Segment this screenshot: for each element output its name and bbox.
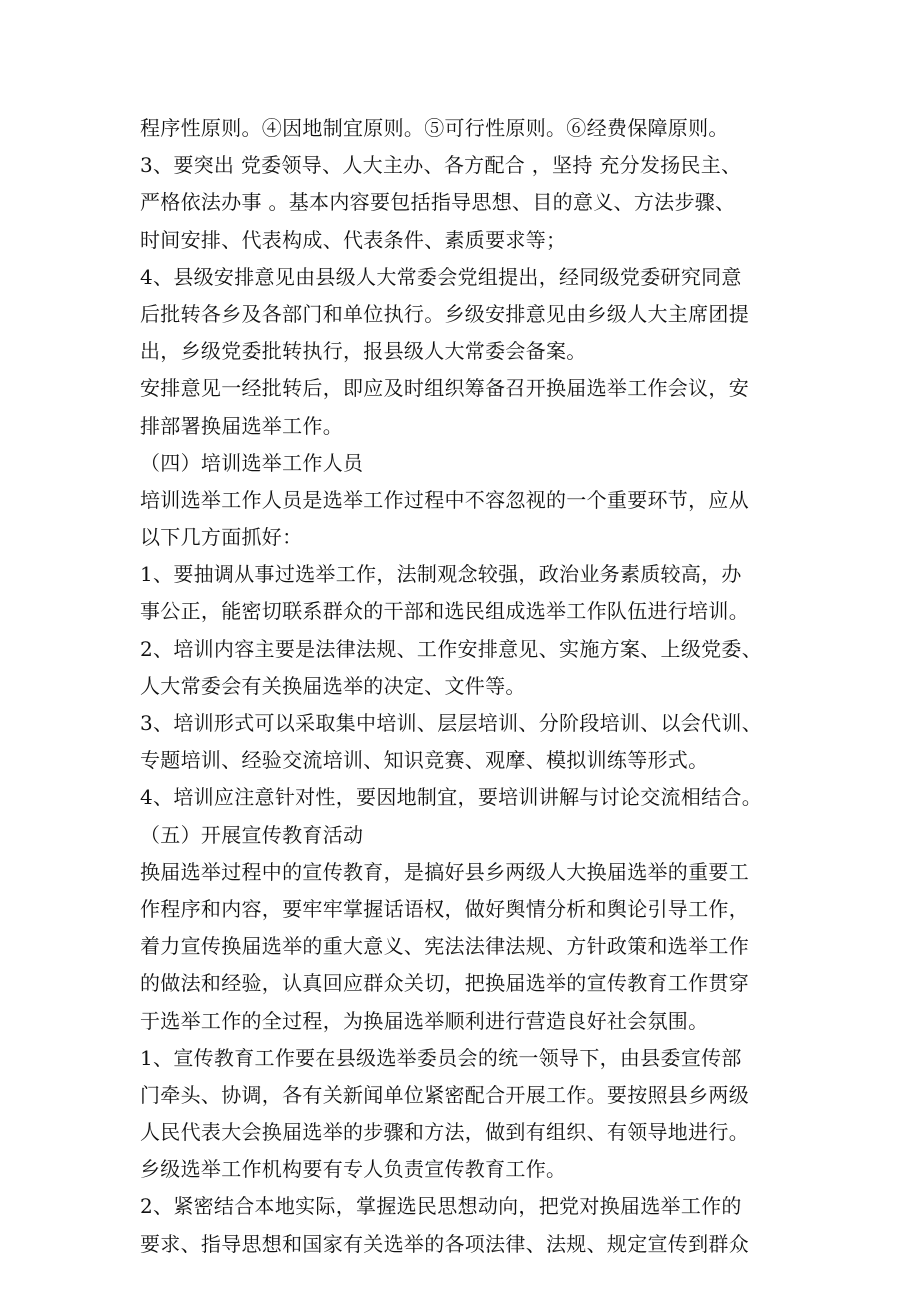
text-line: 换届选举过程中的宣传教育，是搞好县乡两级人大换届选举的重要工 bbox=[140, 859, 749, 884]
text-line: 排部署换届选举工作。 bbox=[140, 413, 343, 438]
text-line: 事公正，能密切联系群众的干部和选民组成选举工作队伍进行培训。 bbox=[140, 599, 749, 624]
text-line: 2、培训内容主要是法律法规、工作安排意见、实施方案、上级党委、 bbox=[140, 636, 763, 661]
text-line: 要求、指导思想和国家有关选举的各项法律、法规、规定宣传到群众 bbox=[140, 1231, 749, 1256]
text-line: 3、要突出 党委领导、人大主办、各方配合 ，坚持 充分发扬民主、 bbox=[140, 153, 742, 178]
text-line: 4、培训应注意针对性，要因地制宜，要培训讲解与讨论交流相结合。 bbox=[140, 785, 763, 810]
text-line: 的做法和经验，认真回应群众关切，把换届选举的宣传教育工作贯穿 bbox=[140, 971, 749, 996]
section-heading: （五）开展宣传教育活动 bbox=[140, 822, 364, 847]
text-line: 专题培训、经验交流培训、知识竞赛、观摩、模拟训练等形式。 bbox=[140, 748, 709, 773]
text-line: 3、培训形式可以采取集中培训、层层培训、分阶段培训、以会代训、 bbox=[140, 711, 763, 735]
text-line: 培训选举工作人员是选举工作过程中不容忽视的一个重要环节，应从 bbox=[140, 487, 749, 512]
text-line: 于选举工作的全过程，为换届选举顺利进行营造良好社会氛围。 bbox=[140, 1008, 709, 1033]
text-line: 程序性原则。④因地制宜原则。⑤可行性原则。⑥经费保障原则。 bbox=[140, 116, 729, 140]
text-line: 1、宣传教育工作要在县级选举委员会的统一领导下，由县委宣传部 bbox=[140, 1045, 742, 1070]
text-line: 着力宣传换届选举的重大意义、宪法法律法规、方针政策和选举工作 bbox=[140, 934, 749, 959]
text-line: 2、紧密结合本地实际，掌握选民思想动向，把党对换届选举工作的 bbox=[140, 1194, 742, 1219]
text-line: 1、要抽调从事过选举工作，法制观念较强，政治业务素质较高，办 bbox=[140, 562, 742, 587]
section-heading: （四）培训选举工作人员 bbox=[140, 450, 364, 475]
text-line: 后批转各乡及各部门和单位执行。乡级安排意见由乡级人大主席团提 bbox=[140, 301, 749, 326]
text-line: 出，乡级党委批转执行，报县级人大常委会备案。 bbox=[140, 339, 587, 364]
text-line: 门牵头、协调，各有关新闻单位紧密配合开展工作。要按照县乡两级 bbox=[140, 1082, 749, 1107]
text-line: 以下几方面抓好： bbox=[140, 525, 303, 550]
text-line: 人民代表大会换届选举的步骤和方法，做到有组织、有领导地进行。 bbox=[140, 1120, 749, 1145]
text-line: 时间安排、代表构成、代表条件、素质要求等； bbox=[140, 227, 567, 252]
document-body bbox=[140, 110, 800, 1263]
text-line: 严格依法办事 。基本内容要包括指导思想、目的意义、方法步骤、 bbox=[140, 190, 736, 215]
text-line: 乡级选举工作机构要有专人负责宣传教育工作。 bbox=[140, 1157, 567, 1182]
text-line: 安排意见一经批转后，即应及时组织筹备召开换届选举工作会议，安 bbox=[140, 376, 749, 401]
text-line: 人大常委会有关换届选举的决定、文件等。 bbox=[140, 673, 526, 698]
text-line: 4、县级安排意见由县级人大常委会党组提出，经同级党委研究同意 bbox=[140, 264, 742, 289]
text-line: 作程序和内容，要牢牢掌握话语权，做好舆情分析和舆论引导工作， bbox=[140, 896, 749, 921]
